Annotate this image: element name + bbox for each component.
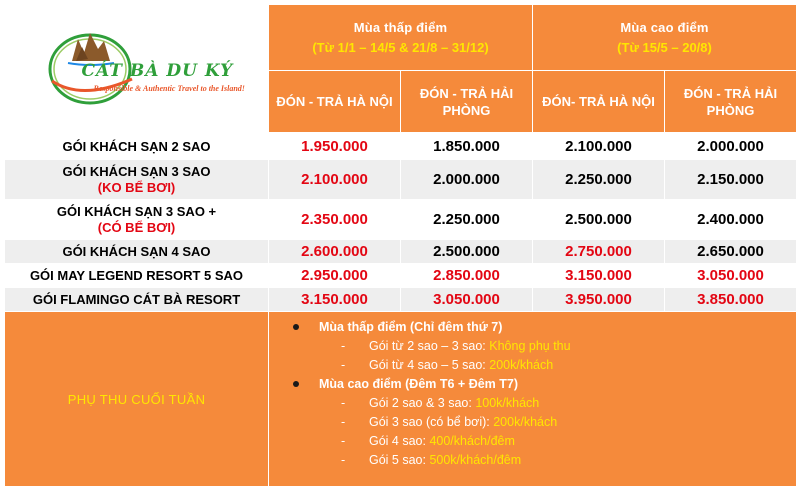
surcharge-item-text: Gói từ 2 sao – 3 sao: [369,339,490,353]
price-cell: 2.400.000 [665,200,797,240]
price-cell: 2.950.000 [269,264,401,288]
package-note: (KO BỂ BƠI) [97,180,176,195]
surcharge-item-value: 400/khách/đêm [429,434,515,448]
pickup-low-haiphong: ĐÓN - TRẢ HẢI PHÒNG [419,85,514,118]
surcharge-item-text: Gói từ 4 sao – 5 sao: [369,358,490,372]
list-item [309,337,796,356]
list-item [309,394,796,413]
season-high-range: (Từ 15/5 – 20/8) [617,40,712,55]
list-item [309,432,796,451]
price-cell: 2.600.000 [269,240,401,264]
surcharge-label: PHỤ THU CUỐI TUẦN [5,312,269,487]
dash-icon: - [341,434,346,448]
season-high-title: Mùa cao điểm [620,20,709,35]
dash-icon: - [341,453,346,467]
price-table [4,4,797,487]
package-name: GÓI KHÁCH SẠN 3 SAO [62,164,211,179]
logo-brand: CÁT BÀ DU KÝ [81,60,234,81]
price-cell: 2.500.000 [533,200,665,240]
surcharge-item-text: Gói 3 sao (có bể bơi): [369,415,494,429]
list-item [309,451,796,470]
surcharge-item-text: Gói 5 sao: [369,453,430,467]
dash-icon: - [341,358,346,372]
price-cell: 2.850.000 [401,264,533,288]
price-cell: 1.850.000 [401,133,533,160]
surcharge-item-value: Không phụ thu [489,339,571,353]
list-item [309,413,796,432]
pickup-low-hanoi: ĐÓN - TRẢ HÀ NỘI [276,94,393,109]
season-low-title: Mùa thấp điểm [353,20,448,35]
price-cell: 2.250.000 [401,200,533,240]
dash-icon: - [341,415,346,429]
surcharge-details [269,312,797,487]
package-note: (CÓ BỂ BƠI) [97,220,176,235]
price-cell: 2.000.000 [665,133,797,160]
price-cell: 2.250.000 [533,160,665,200]
price-cell: 2.000.000 [401,160,533,200]
package-name: GÓI KHÁCH SẠN 4 SAO [62,244,211,259]
surcharge-item-text: Gói 4 sao: [369,434,430,448]
price-cell: 3.150.000 [533,264,665,288]
price-cell: 2.500.000 [401,240,533,264]
bullet-icon [293,324,299,330]
package-name: GÓI KHÁCH SẠN 3 SAO + [56,204,217,219]
price-cell: 3.050.000 [665,264,797,288]
surcharge-group-title: Mùa thấp điểm (Chỉ đêm thứ 7) [319,320,503,334]
logo [5,5,269,133]
season-low-range: (Từ 1/1 – 14/5 & 21/8 – 31/12) [312,40,489,55]
price-cell: 2.350.000 [269,200,401,240]
package-name: GÓI MAY LEGEND RESORT 5 SAO [29,268,244,283]
price-cell: 2.100.000 [269,160,401,200]
list-item [269,375,796,470]
dash-icon: - [341,339,346,353]
surcharge-group-title: Mùa cao điểm (Đêm T6 + Đêm T7) [319,377,519,391]
price-cell: 2.100.000 [533,133,665,160]
table-row [5,264,797,288]
surcharge-item-value: 500k/khách/đêm [429,453,522,467]
package-name: GÓI KHÁCH SẠN 2 SAO [62,138,211,154]
price-cell: 3.050.000 [401,288,533,312]
table-row [5,200,797,240]
price-cell: 1.950.000 [269,133,401,160]
pickup-high-haiphong: ĐÓN - TRẢ HẢI PHÒNG [683,85,778,118]
bullet-icon [293,381,299,387]
surcharge-list [269,318,796,470]
price-cell: 3.950.000 [533,288,665,312]
pickup-high-hanoi: ĐÓN- TRẢ HÀ NỘI [542,94,655,109]
price-cell: 3.150.000 [269,288,401,312]
package-name: GÓI FLAMINGO CÁT BÀ RESORT [32,292,241,307]
table-row [5,240,797,264]
surcharge-item-value: 200k/khách [489,358,554,372]
price-cell: 2.750.000 [533,240,665,264]
surcharge-item-text: Gói 2 sao & 3 sao: [369,396,476,410]
surcharge-item-value: 100k/khách [475,396,540,410]
logo-tagline: Responsible & Authentic Travel to the Island! [93,83,245,93]
dash-icon: - [341,396,346,410]
season-low-header [269,5,533,71]
price-cell: 2.650.000 [665,240,797,264]
surcharge-item-value: 200k/khách [493,415,558,429]
table-row [5,288,797,312]
list-item [309,356,796,375]
table-row [5,160,797,200]
season-high-header [533,5,797,71]
price-cell: 2.150.000 [665,160,797,200]
table-row [5,133,797,160]
list-item [269,318,796,375]
price-cell: 3.850.000 [665,288,797,312]
